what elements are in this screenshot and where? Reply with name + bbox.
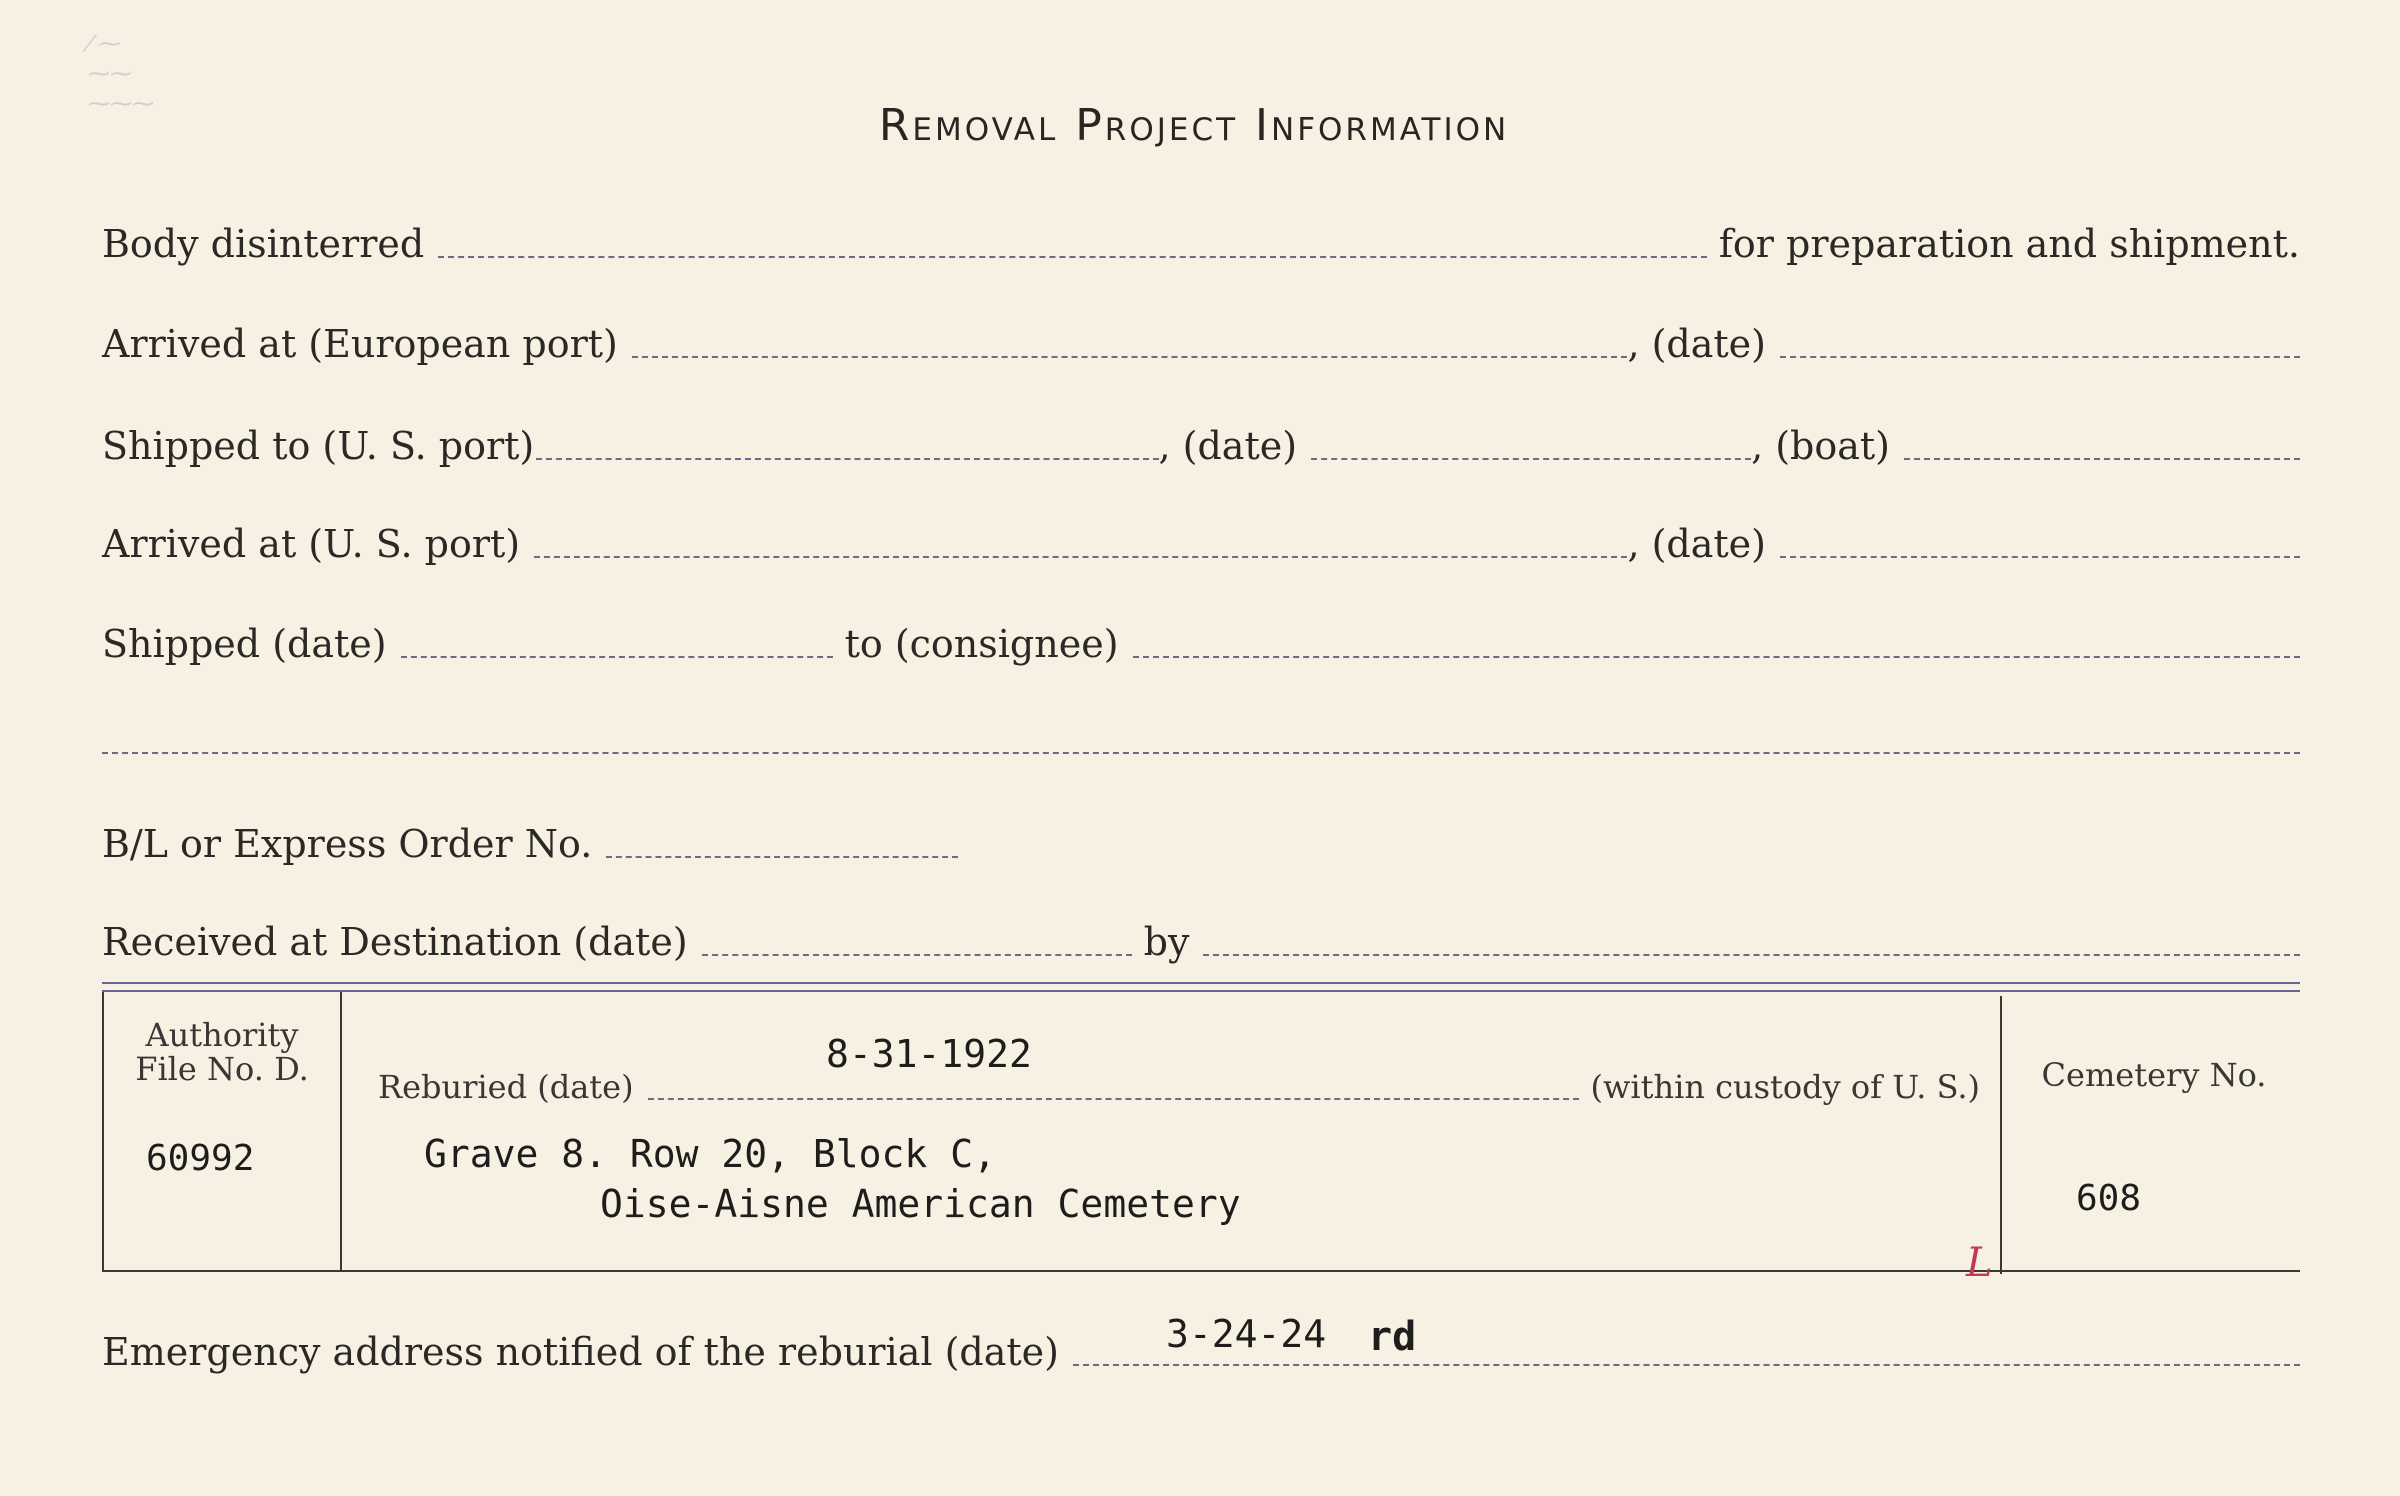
emergency-label: Emergency address notified of the reburial (date): [102, 1330, 1059, 1374]
box-divider-1: [340, 992, 342, 1270]
arrived-european-date-label: , (date): [1627, 322, 1766, 366]
row-shipped-to-us: [102, 410, 2300, 470]
authority-label-line-1: Authority: [145, 1016, 299, 1054]
shipped-date-field-blank: [401, 656, 833, 658]
arrived-european-label: Arrived at (European port): [102, 322, 618, 366]
continuation-line: [102, 752, 2300, 754]
shipped-date-field-label: Shipped (date): [102, 622, 387, 666]
arrived-us-date-blank: [1780, 556, 2300, 558]
body-disinterred-label: Body disinterred: [102, 222, 425, 266]
shipped-date-label: , (date): [1158, 424, 1298, 468]
cemetery-number: 608: [2076, 1178, 2142, 1219]
card-title: Removal Project Information: [878, 100, 1510, 151]
for-preparation-label: for preparation and shipment.: [1718, 222, 2300, 266]
emergency-blank: [1073, 1364, 2300, 1366]
by-blank: [1203, 954, 2300, 956]
box-divider-2: [2000, 996, 2002, 1274]
arrived-us-label: Arrived at (U. S. port): [102, 522, 521, 566]
shipped-date-blank: [1311, 458, 1751, 460]
bl-express-blank: [606, 856, 958, 858]
authority-label-line-2: File No. D.: [135, 1050, 309, 1088]
cemetery-label: Cemetery No.: [2041, 1056, 2267, 1094]
emergency-date: 3-24-24: [1166, 1312, 1327, 1356]
arrived-european-date-blank: [1780, 356, 2300, 358]
double-rule: [102, 982, 2300, 992]
arrived-us-date-label: , (date): [1627, 522, 1766, 566]
authority-label: [104, 1018, 340, 1086]
emergency-initials: rd: [1368, 1314, 1417, 1360]
bl-express-label: B/L or Express Order No.: [102, 822, 593, 866]
row-arrived-european: [102, 308, 2300, 368]
row-arrived-us: [102, 508, 2300, 568]
pencil-marks: ⁄ ⁓ ⁓⁓ ⁓⁓⁓: [88, 32, 154, 117]
by-label: by: [1143, 920, 1190, 964]
row-reburied: [378, 1048, 1980, 1108]
shipped-to-us-blank: [536, 458, 1158, 460]
boat-label: , (boat): [1751, 424, 1890, 468]
row-body-disinterred: [102, 208, 2300, 268]
arrived-us-blank: [534, 556, 1627, 558]
grave-location-line-2: Oise-Aisne American Cemetery: [600, 1182, 1241, 1226]
received-destination-blank: [702, 954, 1132, 956]
consignee-blank: [1133, 656, 2300, 658]
consignee-label: to (consignee): [844, 622, 1119, 666]
boat-blank: [1904, 458, 2300, 460]
red-check-mark: L: [1966, 1240, 1993, 1286]
reburied-blank: [648, 1098, 1579, 1100]
row-bl-express: [102, 808, 2300, 868]
arrived-european-blank: [632, 356, 1628, 358]
received-destination-label: Received at Destination (date): [102, 920, 688, 964]
reburied-date: 8-31-1922: [826, 1032, 1032, 1076]
shipped-to-us-label: Shipped to (U. S. port): [102, 424, 535, 468]
custody-label: (within custody of U. S.): [1590, 1068, 1980, 1106]
grave-location-line-1: Grave 8. Row 20, Block C,: [424, 1132, 996, 1176]
authority-file-number: 60992: [146, 1138, 255, 1179]
body-disinterred-blank: [438, 256, 1707, 258]
row-received-destination: [102, 906, 2300, 966]
reburied-label: Reburied (date): [378, 1068, 634, 1106]
row-shipped-consignee: [102, 608, 2300, 668]
